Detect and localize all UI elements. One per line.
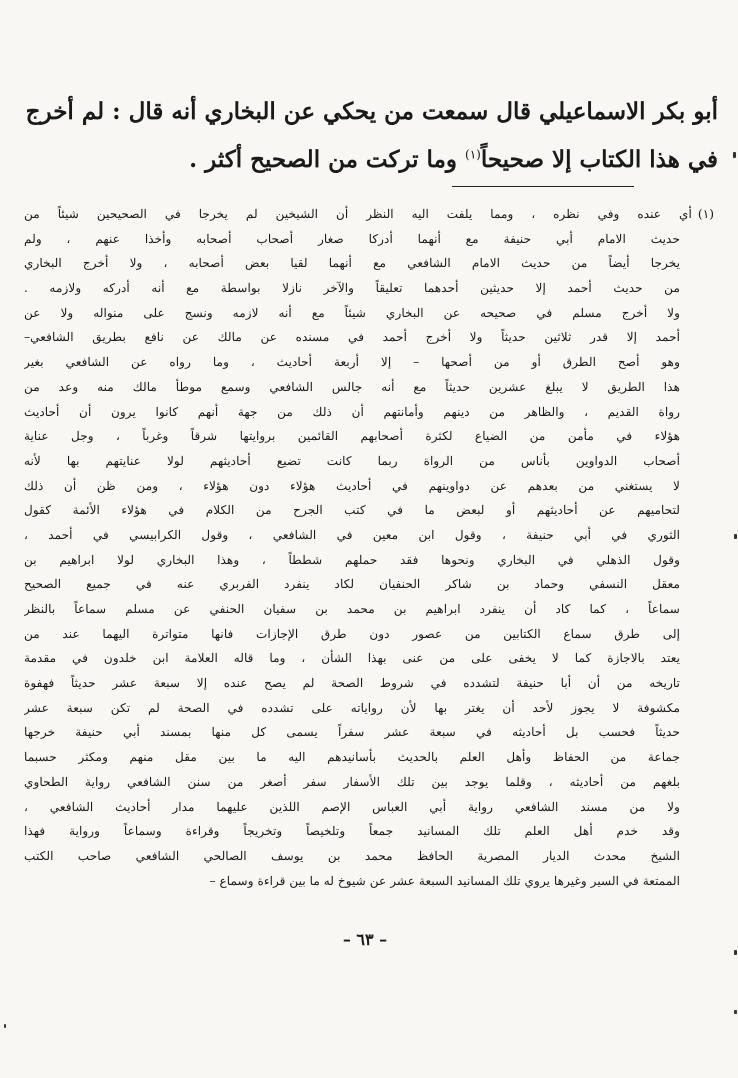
main-text-block bbox=[25, 88, 718, 184]
footnote-line: حديثاً فحسب بل أحاديثه في سبعة عشر سفراً يسمى كل منها بمسند أبي حنيفة خرجها bbox=[24, 725, 680, 740]
footnote-line: أحمد إلا قدر ثلاثين حديثاً ولا أخرج أحمد في مسنده عن مالك عن نافع بطريق الشافعي– bbox=[24, 330, 680, 345]
footnote-line: وهو أصح الطرق أو من أصحها – إلا أربعة أحاديث ، وما رواه عن الشافعي بغير bbox=[24, 355, 680, 370]
footnote-line: ولا من مسند الشافعي رواية أبي العباس الإصم اللذين عليهما مدار أحاديث الشافعي ، bbox=[24, 799, 680, 814]
footnote-line: الثوري في أبي حنيفة ، وقول ابن معين في الشافعي ، وقول الكرابيسي في أحمد ، bbox=[24, 527, 680, 542]
footnote-marker: (١) bbox=[697, 207, 714, 221]
footnote-line: يخرجا أيضاً من حديث الامام الشافعي مع أنهما لقيا بعض أصحابه ، ولا أخرج البخاري bbox=[24, 256, 680, 271]
footnote-line: رواة القديم ، والظاهر من دينهم وأمانتهم أن ذلك من جهة أنهم كانوا يرون أن أحاديث bbox=[24, 404, 680, 419]
scan-speck bbox=[734, 534, 737, 539]
scan-speck bbox=[734, 1010, 737, 1014]
footnote-line: هؤلاء في مأمن من الضياع لكثرة أصحابهم القائمين بروايتها شرقاً وغرباً ، وجل عناية bbox=[24, 429, 680, 444]
main-text-line-2-start: في هذا الكتاب إلا صحيحاً bbox=[480, 146, 718, 173]
footnote-line: جماعة من الحفاظ وأهل العلم بالحديث بأسانيدهم اليه ما بين مقل منهم ومكثر حسبما bbox=[24, 750, 680, 765]
footnote-line: لا يستغني من بعدهم عن دواوينهم في أحاديث هؤلاء دون هؤلاء ، ومن ظن أن ذلك bbox=[24, 478, 680, 493]
footnote-line: (١)أي عنده وفي نظره ، ومما يلفت اليه النظر أن الشيخين لم يخرجا في الصحيحين شيئاً من bbox=[24, 207, 714, 221]
footnote-line: بلغهم من أحاديثه ، وقلما يوجد بين تلك الأسفار سفر أصغر من سنن الشافعي رواية الطحاوي bbox=[24, 774, 680, 789]
footnote-line: وقول الذهلي في البخاري ونحوها فقد حملهم شططاً ، وهذا البخاري لولا ابراهيم بن bbox=[24, 552, 680, 567]
scan-speck bbox=[4, 1024, 6, 1028]
footnote-line: الممتعة في السير وغيرها يروي تلك المسانيد السبعة عشر عن شيوخ له ما بين قراءة وسماع – bbox=[209, 873, 680, 888]
main-text-line-1: أبو بكر الاسماعيلي قال سمعت من يحكي عن البخاري أنه قال : لم أخرج bbox=[25, 98, 718, 125]
footnote-line: تاريخه من أن أبا حنيفة لتشدده في شروط الصحة لم يصح عنده إلا سبعة عشر حديثاً فهفوة bbox=[24, 676, 680, 691]
scan-speck bbox=[734, 950, 737, 955]
footnote-line: إلى طرق سماع الكتابين من عصور دون طرق الإجازات فانها متواترة اليهما عند من bbox=[24, 626, 680, 641]
footnote-line: سماعاً ، كما كاد أن ينفرد ابراهيم بن محمد بن سفيان الحنفي عن مسلم سماعاً بالنظر bbox=[24, 602, 680, 616]
scan-speck bbox=[733, 152, 736, 158]
main-text-line-2 bbox=[60, 136, 718, 184]
footnote-line: هذا الطريق لا يبلغ عشرين حديثاً مع أنه جالس الشافعي وسمع موطأ مالك منه وعد من bbox=[24, 379, 680, 394]
footnote-line: حديث الامام أبي حنيفة مع أنهما أدركا صغار أصحاب أصحابه وأخذا عنهم ، ولم bbox=[24, 231, 680, 246]
footnote-line: لتحاميهم عن أحاديثهم أو لبعض ما في كتب الجرح من الكلام في هؤلاء الأئمة كقول bbox=[24, 503, 680, 518]
footnote-line: من حديث أحمد إلا حديثين أحدهما تعليقاً والآخر نازلا بواسطة مع أنه أدركه ولازمه . bbox=[24, 281, 680, 296]
footnote-line: يعتد بالاجازة كما لا يخفى على من عنى بهذا الشأن ، وما قاله العلامة ابن خلدون في مقدمة bbox=[24, 651, 680, 666]
footnote-line: الشيخ محدث الديار المصرية الحافظ محمد بن يوسف الصالحي الشافعي صاحب الكتب bbox=[24, 848, 680, 863]
page-number: – ٦٣ – bbox=[342, 930, 388, 949]
footnote-reference: (١) bbox=[465, 147, 481, 162]
footnote-line: مكشوفة لا يجوز لأحد أن يغتر بها لأن رواياته على تشدده في الصحة لم تكن سبعة عشر bbox=[24, 700, 680, 715]
footnote-line: أصحاب الدواوين بأناس من الرواة ربما كانت تضيع أحاديثهم لولا عنايتهم بها لأنه bbox=[24, 453, 680, 468]
footnote-line: ولا أخرج مسلم في صحيحه عن البخاري شيئاً مع أنه لازمه ونسج على منواله ولا عن bbox=[24, 305, 680, 320]
footnote-separator bbox=[452, 186, 634, 187]
footnote-block bbox=[24, 202, 714, 893]
footnote-line: معقل النسفي وحماد بن شاكر الحنفيان لكاد ينفرد الفربري عنه في جميع الصحيح bbox=[24, 577, 680, 592]
footnote-line: وقد خدم أهل العلم تلك المسانيد جمعاً وتلخيصاً وتخريجاً وقراءة وسماعاً ورواية فهذا bbox=[24, 824, 680, 839]
main-text-line-2-end: وما تركت من الصحيح أكثر . bbox=[189, 146, 465, 173]
